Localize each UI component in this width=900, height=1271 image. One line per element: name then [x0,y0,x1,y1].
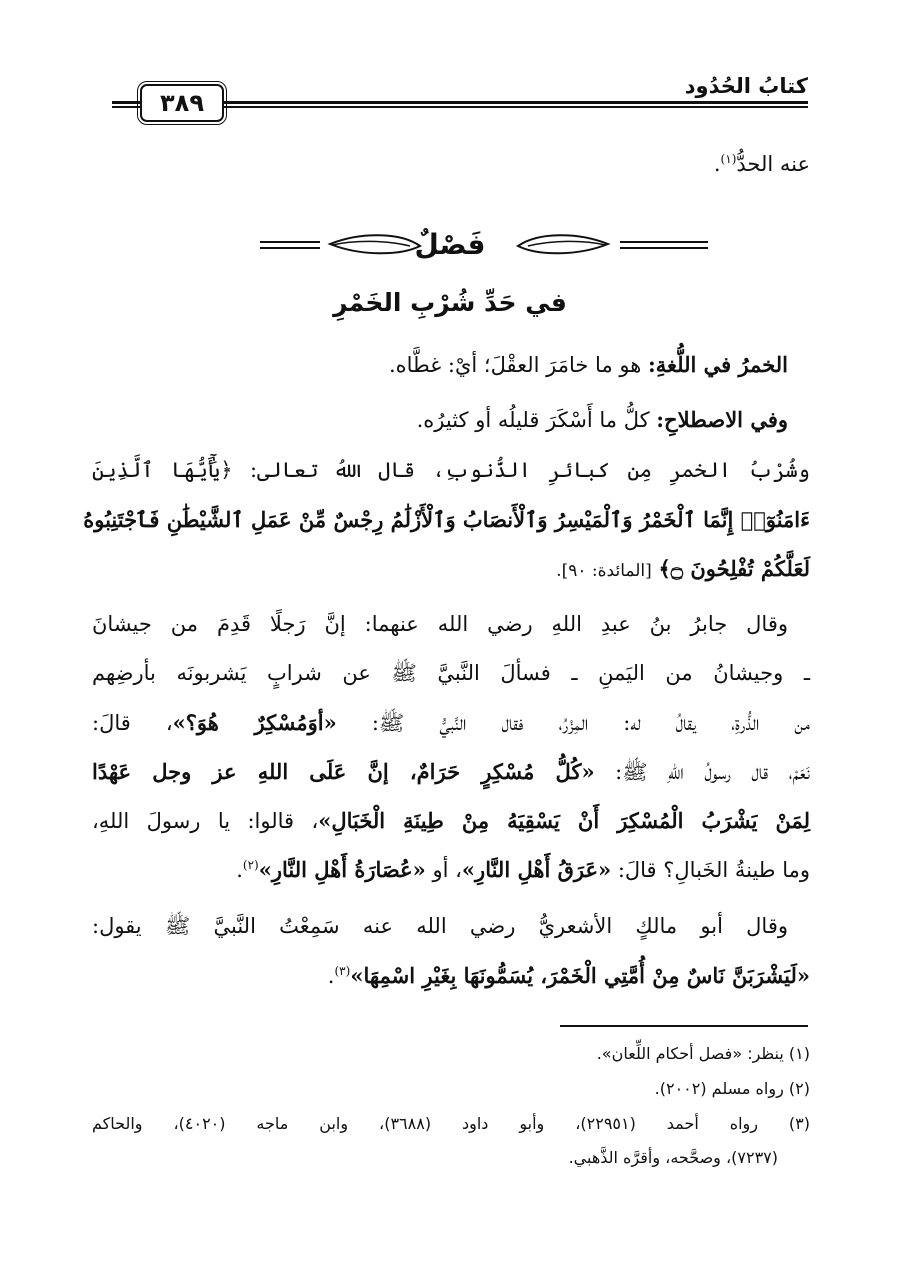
section-subheading: في حَدِّ شُرْبِ الخَمْرِ [333,288,567,317]
p2-l3-hadith: «أوَمُسْكِرٌ هُوَ؟» [172,710,337,735]
definition-term [417,407,788,433]
definition-language-label: الخمرُ في اللُّغةِ: [647,352,788,377]
p2-l6-hadith-2: «عُصَارَةُ أَهْلِ النَّارِ» [258,857,426,882]
paragraph-1-line-2: ءَامَنُوٓا۟ إِنَّمَا ٱلْخَمْرُ وَٱلْمَيْسِرُ وَٱلْأَنصَابُ وَٱلْأَزْلَٰمُ رِجْسٌ مِّنْ عَمَلِ ٱلشَّيْطَٰنِ فَٱجْتَنِبُوهُ [83,507,810,532]
p3-l2-hadith: «لَيَشْرَبَنَّ نَاسٌ مِنْ أُمَّتِي الْخَمْرَ، يُسَمُّونَهَا بِغَيْرِ اسْمِهَا» [350,963,810,988]
paragraph-3-line-1: وقال أبو مالكٍ الأشعريُّ رضي الله عنه سَمِعْتُ النَّبيَّ ﷺ يقول: [92,914,788,938]
footnote-2: (٢) رواه مسلم (٢٠٠٢). [654,1079,810,1098]
definition-term-text: كلُّ ما أَسْكَرَ قليلُه أو كثيرُه. [416,408,650,432]
paragraph-1-line-3 [556,556,810,582]
p2-l3-c: ، قالَ: [92,711,173,735]
p2-l4-a: نَعَمْ، قال رسولُ اللهِ ﷺ: [615,760,810,784]
quran-reference: [المائدة: ٩٠]. [556,561,652,581]
footnote-3-line-2: (٧٢٣٧)، وصحَّحه، وأقرَّه الذَّهبي. [568,1148,778,1167]
carry-text: عنه الحدُّ [736,152,810,176]
definition-term-label: وفي الاصطلاحِ: [656,407,788,432]
p2-l3-a: من الذُّرةِ، يقالُ له: المِزْرُ، فقال النَّبيُّ ﷺ: [371,711,810,735]
footnote-ref-3: (٣) [334,964,351,978]
paragraph-2-line-3 [92,710,810,736]
footnote-ref-2: (٢) [242,858,259,872]
page-number: ٣٨٩ [140,84,224,122]
paragraph-2-line-5 [92,808,810,834]
paragraph-2-line-4 [92,759,810,785]
definition-language-text: هو ما خامَرَ العقْلَ؛ أيْ: غطَّاه. [388,353,642,377]
paragraph-2-line-6: وما طينةُ الخَبالِ؟ قالَ: «عَرَقُ أَهْلِ النَّارِ»، أو «عُصَارَةُ أَهْلِ النَّارِ»$^{(٢)}$. [236,857,810,882]
p2-l6-c: ، أو [432,858,462,882]
p2-l4-hadith: «كُلُّ مُسْكِرٍ حَرَامٌ، إنَّ عَلَى اللهِ عز وجل عَهْدًا [92,759,595,784]
paragraph-2-line-2: ـ وجيشانُ من اليَمنِ ـ فسألَ النَّبيَّ ﷺ عن شرابٍ يَشربونَه بأرضِهم [92,661,810,685]
paragraph-3-line-2: «لَيَشْرَبَنَّ نَاسٌ مِنْ أُمَّتِي الْخَمْرَ، يُسَمُّونَهَا بِغَيْرِ اسْمِهَا»$^{(٣)}$. [327,963,810,988]
section-heading: فَصْلٌ [414,228,486,261]
p2-l6-hadith-1: «عَرَقُ أَهْلِ النَّارِ» [461,857,612,882]
ornament-left-icon [260,226,430,266]
definition-language [389,352,788,378]
footnote-3-line-1: (٣) رواه أحمد (٢٢٩٥١)، وأبو داود (٣٦٨٨)، وابن ماجه (٤٠٢٠)، والحاكم [92,1114,811,1133]
p2-l5-b: ، قالوا: يا رسولَ اللهِ، [92,809,319,833]
footnote-ref-1: (١) [720,152,737,166]
paragraph-1-line-1: وشُرْبُ الخمرِ مِن كبائرِ الذُّنوبِ، قال اللهُ تعالى: ﴿يَٰٓأَيُّهَا ٱلَّذِينَ [92,458,810,482]
running-title: كتابُ الحُدُود [684,74,808,98]
footnote-1: (١) ينظر: «فصل أحكام اللِّعان». [596,1044,810,1063]
paragraph-2-line-1: وقال جابرُ بنُ عبدِ اللهِ رضي الله عنهما: إنَّ رَجلًا قَدِمَ من جيشانَ [92,612,788,636]
carry-line: عنه الحدُّ$^{(١)}$. [713,152,810,176]
p2-l6-a: وما طينةُ الخَبالِ؟ قالَ: [617,858,810,882]
p2-l5-hadith: لِمَنْ يَشْرَبُ الْمُسْكِرَ أَنْ يَسْقِيَهُ مِنْ طِينَةِ الْخَبَالِ» [318,808,810,833]
footnote-separator [560,1025,808,1027]
quran-verse-end: لَعَلَّكُمْ تُفْلِحُونَ ۝﴾ [658,556,810,581]
